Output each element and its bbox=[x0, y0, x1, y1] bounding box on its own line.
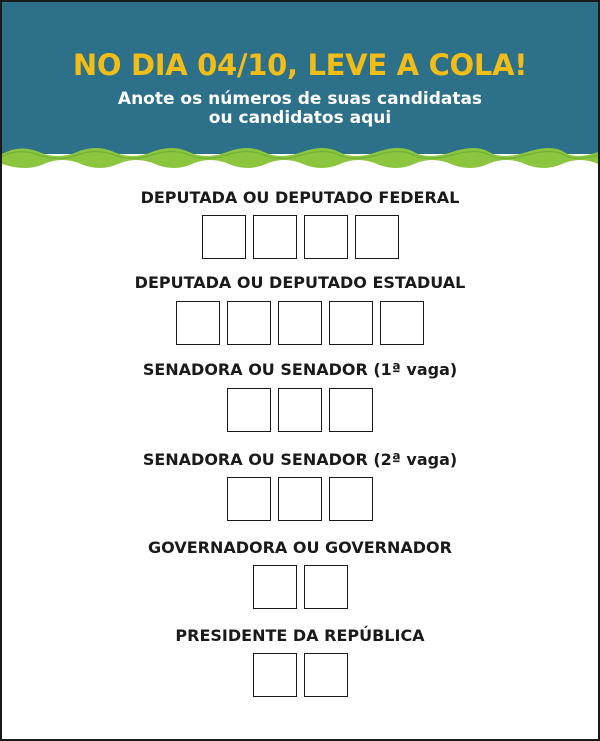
digit-box[interactable] bbox=[278, 301, 322, 345]
section-label-governador: GOVERNADORA OU GOVERNADOR bbox=[148, 538, 452, 557]
section-label-deputado-federal: DEPUTADA OU DEPUTADO FEDERAL bbox=[140, 188, 460, 207]
digit-box[interactable] bbox=[329, 301, 373, 345]
digit-box[interactable] bbox=[329, 388, 373, 432]
digit-box[interactable] bbox=[176, 301, 220, 345]
digit-box[interactable] bbox=[227, 388, 271, 432]
digit-boxes-senador-1 bbox=[2, 388, 598, 434]
section-label-deputado-estadual: DEPUTADA OU DEPUTADO ESTADUAL bbox=[134, 273, 466, 292]
page-title: NO DIA 04/10, LEVE A COLA! bbox=[72, 48, 528, 82]
page-subtitle bbox=[2, 90, 598, 128]
digit-box[interactable] bbox=[253, 653, 297, 697]
section-label-senador-2: SENADORA OU SENADOR (2ª vaga) bbox=[142, 450, 458, 469]
digit-box[interactable] bbox=[227, 477, 271, 521]
digit-box[interactable] bbox=[227, 301, 271, 345]
digit-boxes-senador-2 bbox=[2, 477, 598, 523]
digit-box[interactable] bbox=[278, 477, 322, 521]
digit-boxes-presidente bbox=[2, 653, 598, 699]
section-label-senador-1: SENADORA OU SENADOR (1ª vaga) bbox=[142, 360, 458, 379]
section-label-presidente: PRESIDENTE DA REPÚBLICA bbox=[175, 626, 425, 645]
digit-box[interactable] bbox=[304, 653, 348, 697]
digit-box[interactable] bbox=[278, 388, 322, 432]
header-banner bbox=[2, 2, 598, 154]
subtitle-line-2: ou candidatos aqui bbox=[208, 108, 392, 128]
digit-box[interactable] bbox=[304, 565, 348, 609]
digit-box[interactable] bbox=[304, 215, 348, 259]
digit-box[interactable] bbox=[380, 301, 424, 345]
green-wave-divider bbox=[2, 142, 598, 176]
digit-box[interactable] bbox=[253, 565, 297, 609]
digit-box[interactable] bbox=[329, 477, 373, 521]
digit-box[interactable] bbox=[253, 215, 297, 259]
digit-box[interactable] bbox=[202, 215, 246, 259]
digit-boxes-deputado-federal bbox=[2, 215, 598, 261]
subtitle-line-1: Anote os números de suas candidatas bbox=[117, 89, 483, 109]
digit-boxes-deputado-estadual bbox=[2, 301, 598, 347]
digit-box[interactable] bbox=[355, 215, 399, 259]
digit-boxes-governador bbox=[2, 565, 598, 611]
